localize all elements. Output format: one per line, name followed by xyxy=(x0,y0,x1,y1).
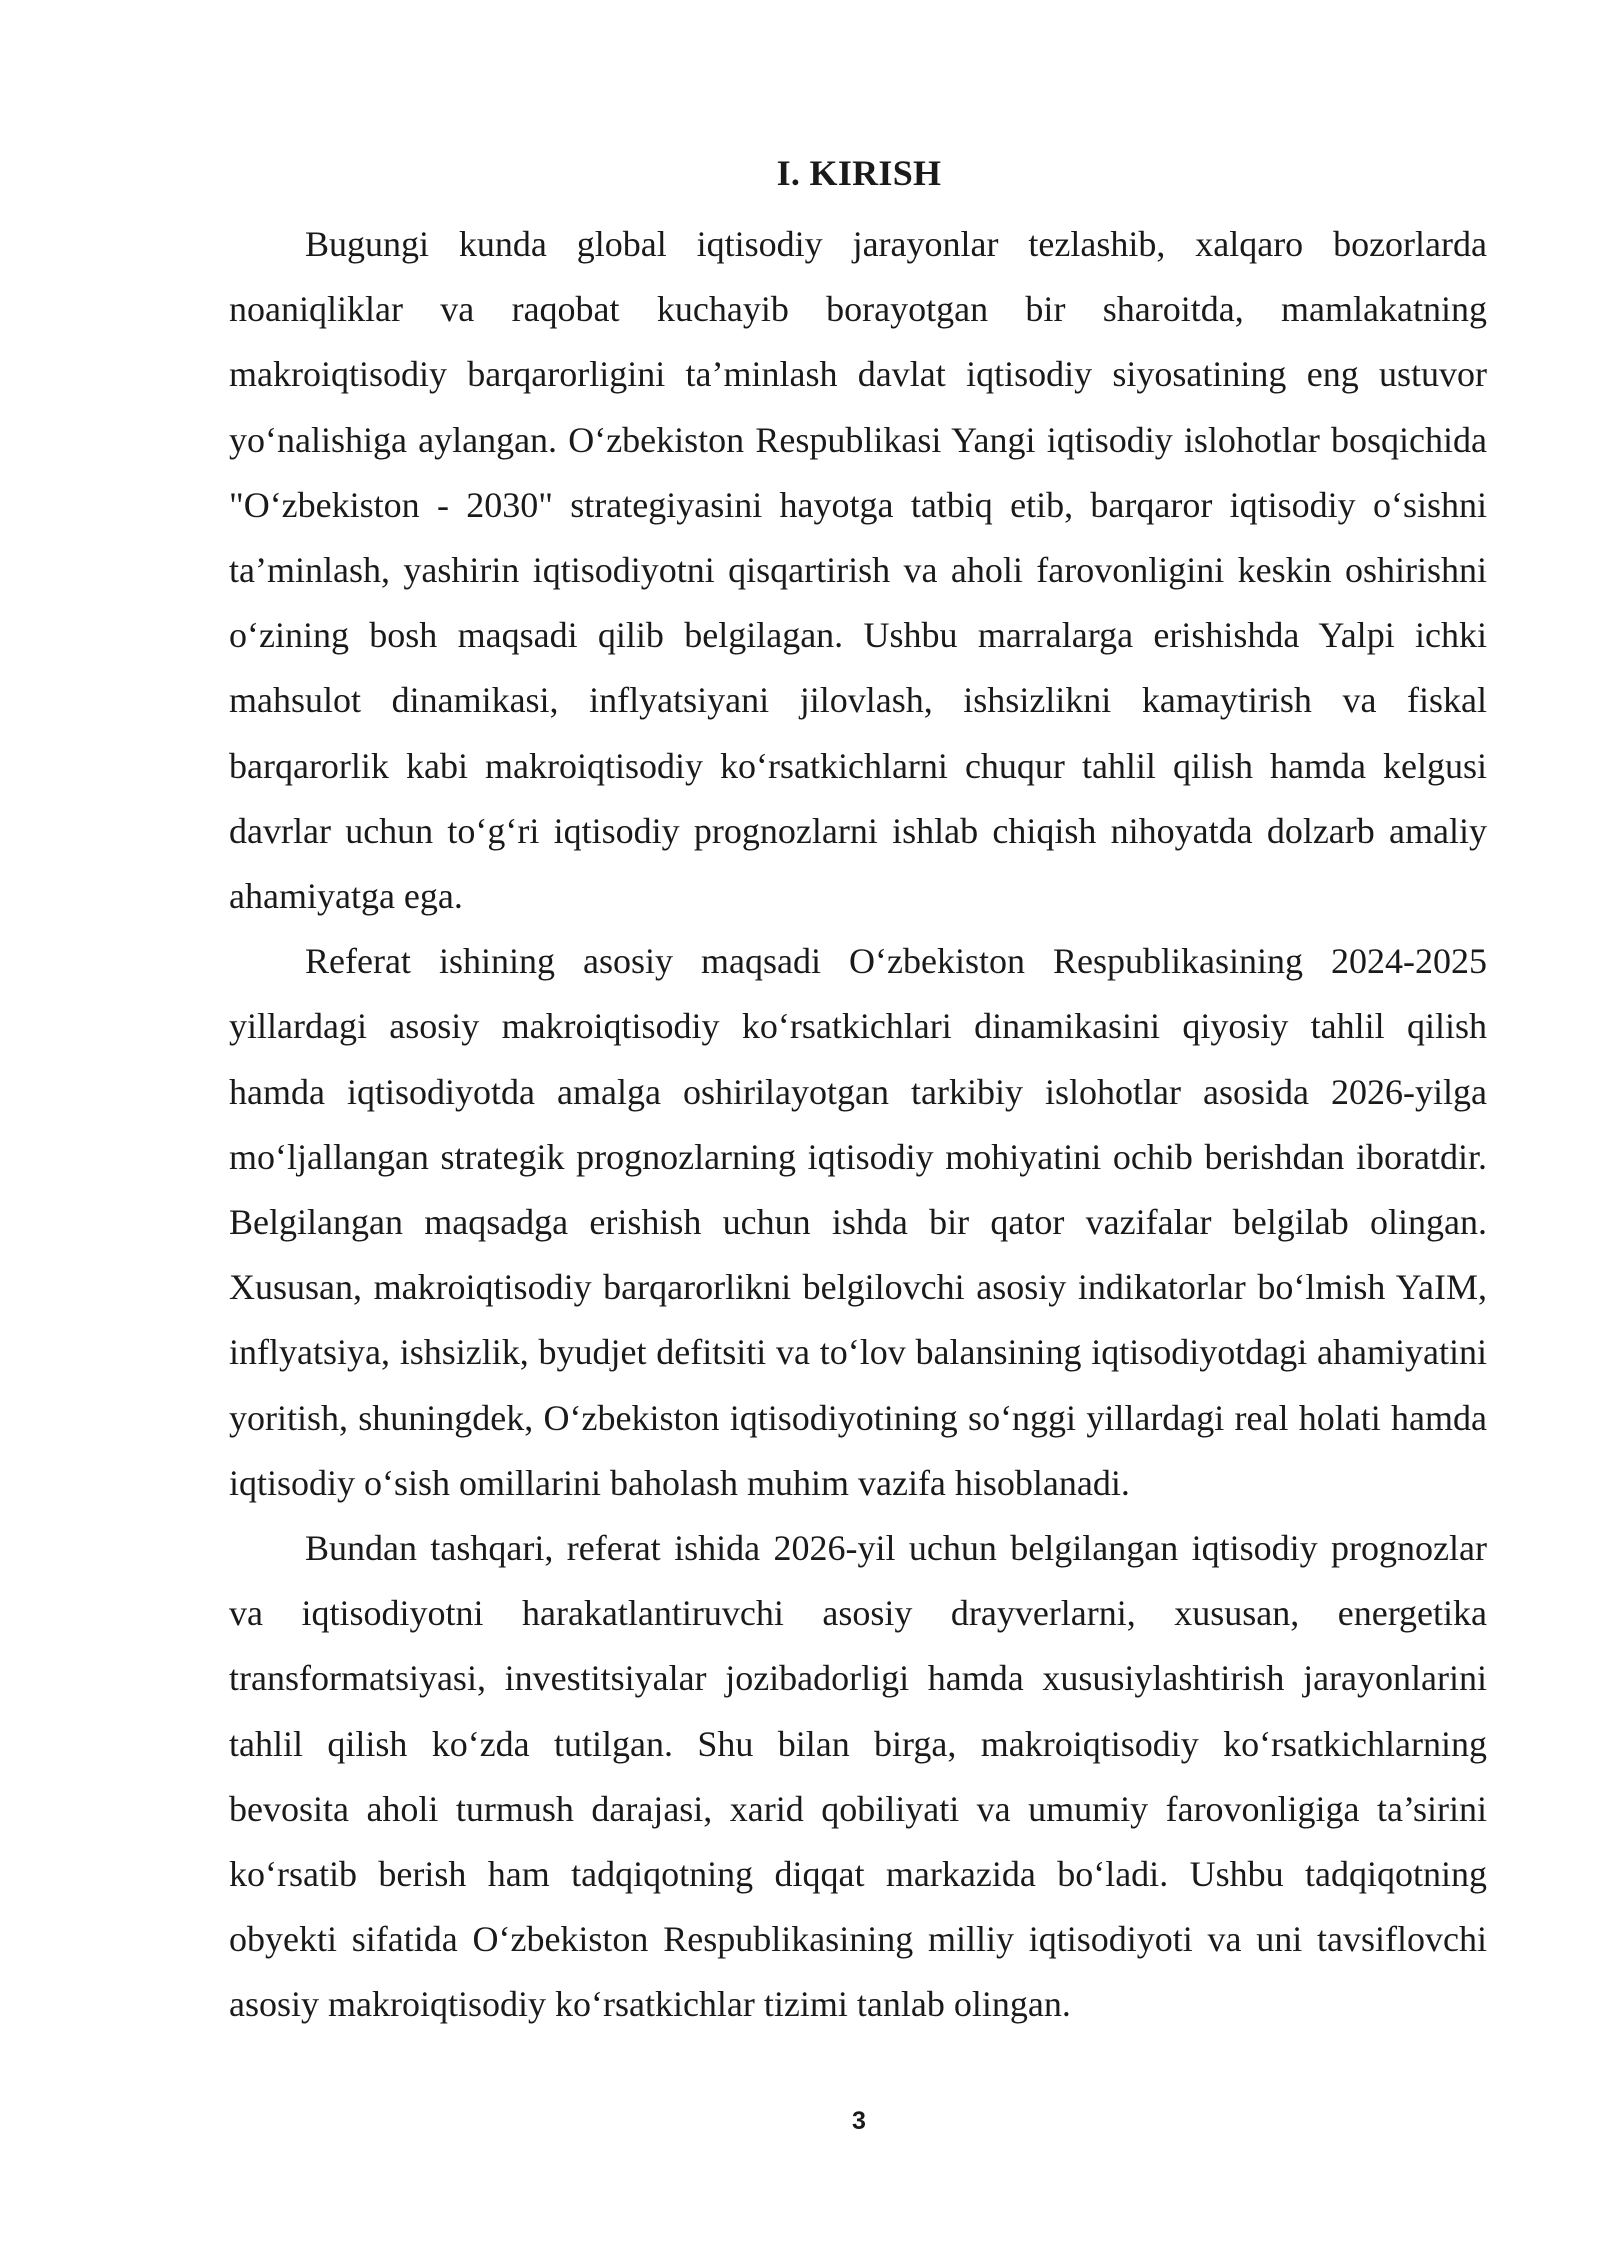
section-heading: I. KIRISH xyxy=(776,153,942,193)
paragraph-aims: Referat ishining asosiy maqsadi O‘zbekiston Respublikasining 2024-2025 yillardagi asosiy makroiqtisodiy ko‘rsatkichlari dinamikasini qiyosiy tahlil qilish hamda iqtisodiyotda amalga oshirilayotgan tarkibiy islohotlar asosida 2026-yilga mo‘ljallangan strategik prognozlarning iqtisodiy mohiyatini ochib berishdan iboratdir. Belgilangan maqsadga erishish uchun ishda bir qator vazifalar belgilab olingan. Xususan, makroiqtisodiy barqarorlikni belgilovchi asosiy indikatorlar bo‘lmish YaIM, inflyatsiya, ishsizlik, byudjet defitsiti va to‘lov balansining iqtisodiyotdagi ahamiyatini yoritish, shuningdek, O‘zbekiston iqtisodiyotining so‘nggi yillardagi real holati hamda iqtisodiy o‘sish omillarini baholash muhim vazifa hisoblanadi. xyxy=(229,941,1487,1503)
paragraph-introduction: Bugungi kunda global iqtisodiy jarayonlar tezlashib, xalqaro bozorlarda noaniqliklar va raqobat kuchayib borayotgan bir sharoitda, mamlakatning makroiqtisodiy barqarorligini ta’minlash davlat iqtisodiy siyosatining eng ustuvor yo‘nalishiga aylangan. O‘zbekiston Respublikasi Yangi iqtisodiy islohotlar bosqichida "O‘zbekiston - 2030" strategiyasini hayotga tatbiq etib, barqaror iqtisodiy o‘sishni ta’minlash, yashirin iqtisodiyotni qisqartirish va aholi farovonligini keskin oshirishni o‘zining bosh maqsadi qilib belgilagan. Ushbu marralarga erishishda Yalpi ichki mahsulot dinamikasi, inflyatsiyani jilovlash, ishsizlikni kamaytirish va fiskal barqarorlik kabi makroiqtisodiy ko‘rsatkichlarni chuqur tahlil qilish hamda kelgusi davrlar uchun to‘g‘ri iqtisodiy prognozlarni ishlab chiqish nihoyatda dolzarb amaliy ahamiyatga ega. xyxy=(229,224,1487,917)
page-number: 3 xyxy=(852,2107,866,2135)
paragraph-scope: Bundan tashqari, referat ishida 2026-yil uchun belgilangan iqtisodiy prognozlar va iqtisodiyotni harakatlantiruvchi asosiy drayverlarni, xususan, energetika transformatsiyasi, investitsiyalar jozibadorligi hamda xususiylashtirish jarayonlarini tahlil qilish ko‘zda tutilgan. Shu bilan birga, makroiqtisodiy ko‘rsatkichlarning bevosita aholi turmush darajasi, xarid qobiliyati va umumiy farovonligiga ta’sirini ko‘rsatib berish ham tadqiqotning diqqat markazida bo‘ladi. Ushbu tadqiqotning obyekti sifatida O‘zbekiston Respublikasining milliy iqtisodiyoti va uni tavsiflovchi asosiy makroiqtisodiy ko‘rsatkichlar tizimi tanlab olingan. xyxy=(229,1528,1487,2025)
body-text xyxy=(229,212,1487,2038)
